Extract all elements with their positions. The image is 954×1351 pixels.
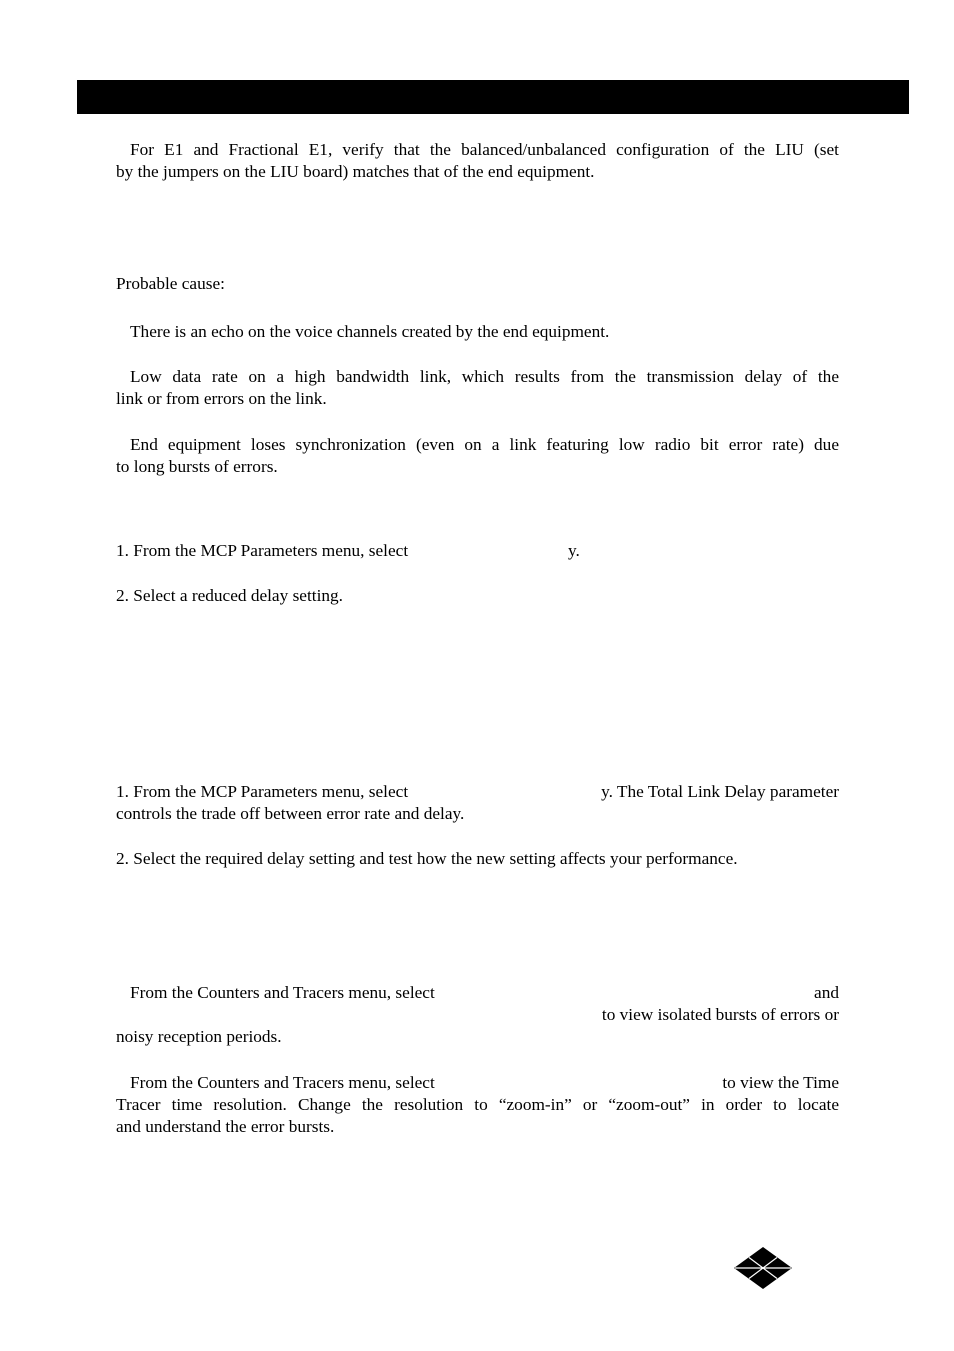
cause-sync-line-1: End equipment loses synchronization (even on a link featuring low radio bit error rate) due bbox=[130, 435, 839, 454]
counters-p1-line3: noisy reception periods. bbox=[116, 1027, 282, 1046]
e1-line-1: For E1 and Fractional E1, verify that the balanced/unbalanced configuration of the LIU (set bbox=[130, 140, 839, 159]
counters-p2-suffix: to view the Time bbox=[722, 1073, 839, 1092]
cause-low-rate-line-1: Low data rate on a high bandwidth link, which results from the transmission delay of the bbox=[130, 367, 839, 386]
steps-a-step1-prefix: 1. From the MCP Parameters menu, select bbox=[116, 541, 409, 560]
steps-a-step1-suffix: y. bbox=[568, 541, 580, 560]
counters-p2-line3: and understand the error bursts. bbox=[116, 1117, 335, 1136]
cause-low-rate-line-2: link or from errors on the link. bbox=[116, 389, 327, 408]
cause-echo-line: There is an echo on the voice channels created by the end equipment. bbox=[130, 322, 610, 341]
diamond-logo-icon bbox=[734, 1247, 792, 1289]
counters-p1-prefix: From the Counters and Tracers menu, select bbox=[130, 983, 435, 1002]
steps-b-step1-suffix: y. The Total Link Delay parameter bbox=[601, 782, 839, 801]
counters-p2-line2: Tracer time resolution. Change the resolution to “zoom-in” or “zoom-out” in order to locate bbox=[116, 1095, 839, 1114]
probable-cause-label: Probable cause: bbox=[116, 274, 225, 293]
counters-p2-rest bbox=[116, 1094, 839, 1138]
counters-p1-line2: to view isolated bursts of errors or bbox=[601, 1005, 839, 1024]
steps-b-step1-prefix: 1. From the MCP Parameters menu, select bbox=[116, 782, 409, 801]
steps-b-step1-line2: controls the trade off between error rate and delay. bbox=[116, 804, 465, 823]
e1-balanced-paragraph bbox=[116, 139, 839, 183]
header-bar bbox=[77, 80, 909, 114]
cause-echo-paragraph bbox=[116, 321, 839, 343]
cause-low-rate-paragraph bbox=[116, 366, 839, 410]
e1-line-2: by the jumpers on the LIU board) matches that of the end equipment. bbox=[116, 162, 595, 181]
steps-b-step2: 2. Select the required delay setting and test how the new setting affects your performance. bbox=[116, 849, 738, 868]
cause-sync-line-2: to long bursts of errors. bbox=[116, 457, 278, 476]
counters-p1-and: and bbox=[814, 983, 839, 1002]
steps-a-step2: 2. Select a reduced delay setting. bbox=[116, 586, 343, 605]
counters-p2-prefix: From the Counters and Tracers menu, select bbox=[130, 1073, 435, 1092]
cause-sync-paragraph bbox=[116, 434, 839, 478]
